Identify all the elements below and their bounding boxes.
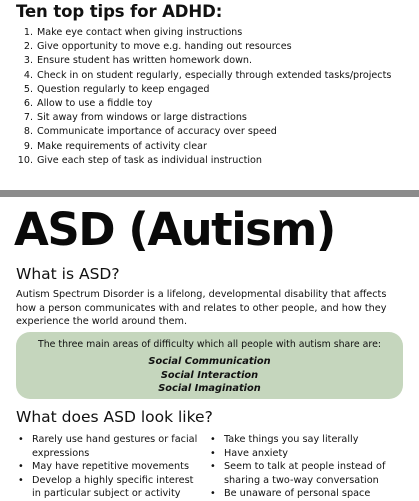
list-item xyxy=(18,474,203,501)
what-does-asd-look-like-heading: What does ASD look like? xyxy=(16,408,213,426)
asd-page xyxy=(0,197,419,500)
tip-item xyxy=(14,40,391,54)
tip-item xyxy=(14,111,391,125)
adhd-tips-list xyxy=(14,26,391,168)
tip-number: 8. xyxy=(23,126,33,138)
bullet-icon: • xyxy=(210,488,216,500)
difficulty-areas-callout xyxy=(16,332,403,399)
list-item xyxy=(210,487,400,501)
tip-text: Allow to use a fiddle toy xyxy=(37,98,153,110)
list-item-text: Have anxiety xyxy=(224,447,288,459)
tip-item xyxy=(14,140,391,154)
tip-text: Give each step of task as individual instruction xyxy=(37,154,262,166)
tip-item xyxy=(14,125,391,139)
asd-intro-paragraph: Autism Spectrum Disorder is a lifelong, developmental disability that affects how a person communicates with and relates to other people, and how they experience the world around them. xyxy=(16,289,387,328)
bullet-icon: • xyxy=(210,434,216,445)
page-divider xyxy=(0,190,419,197)
bullet-icon: • xyxy=(18,474,24,486)
list-item-text: Be unaware of personal space xyxy=(224,488,371,500)
list-item xyxy=(210,460,400,487)
bullet-icon: • xyxy=(210,447,216,459)
tip-item xyxy=(14,69,391,83)
tip-item xyxy=(14,154,391,168)
list-item-text: May have repetitive movements xyxy=(32,461,189,473)
tip-text: Communicate importance of accuracy over speed xyxy=(37,126,277,138)
tip-number: 1. xyxy=(23,27,33,38)
list-item-text: Develop a highly specific interest in particular subject or activity xyxy=(32,474,194,500)
tip-number: 4. xyxy=(23,69,33,81)
tip-text: Make eye contact when giving instructions xyxy=(37,27,243,38)
bullet-icon: • xyxy=(18,461,24,473)
list-item-text: Rarely use hand gestures or facial expressions xyxy=(32,434,198,459)
adhd-page xyxy=(0,0,419,190)
list-item-text: Seem to talk at people instead of sharing a two-way conversation xyxy=(224,461,386,486)
tip-text: Ensure student has written homework down. xyxy=(37,55,253,67)
difficulty-areas-lead: The three main areas of difficulty which all people with autism share are: xyxy=(37,339,381,350)
tip-item xyxy=(14,26,391,40)
tip-text: Check in on student regularly, especially through extended tasks/projects xyxy=(37,69,392,81)
tip-number: 10. xyxy=(17,154,33,166)
difficulty-area: Social Imagination xyxy=(158,383,261,394)
tip-number: 2. xyxy=(23,41,33,53)
what-is-asd-heading: What is ASD? xyxy=(16,265,120,283)
tip-text: Give opportunity to move e.g. handing out resources xyxy=(37,41,292,53)
tip-item xyxy=(14,83,391,97)
list-item-text: Take things you say literally xyxy=(224,434,359,445)
tip-number: 6. xyxy=(23,98,33,110)
difficulty-area: Social Interaction xyxy=(160,369,259,381)
difficulty-area: Social Communication xyxy=(148,356,271,367)
tip-number: 7. xyxy=(23,112,33,124)
bullet-icon: • xyxy=(210,461,216,473)
asd-title: ASD (Autism) xyxy=(14,203,335,256)
tip-number: 9. xyxy=(23,140,33,152)
asd-signs-right-list xyxy=(210,433,400,501)
list-item xyxy=(18,433,203,460)
list-item xyxy=(210,433,400,447)
list-item xyxy=(18,460,203,474)
tip-text: Question regularly to keep engaged xyxy=(37,83,210,95)
tip-text: Make requirements of activity clear xyxy=(37,140,207,152)
tip-text: Sit away from windows or large distractions xyxy=(37,112,247,124)
bullet-icon: • xyxy=(18,434,24,445)
tip-item xyxy=(14,54,391,68)
tip-number: 3. xyxy=(23,55,33,67)
asd-signs-left-list xyxy=(18,433,203,501)
tip-item xyxy=(14,97,391,111)
tip-number: 5. xyxy=(23,83,33,95)
list-item xyxy=(210,447,400,461)
adhd-title: Ten top tips for ADHD: xyxy=(16,2,223,21)
